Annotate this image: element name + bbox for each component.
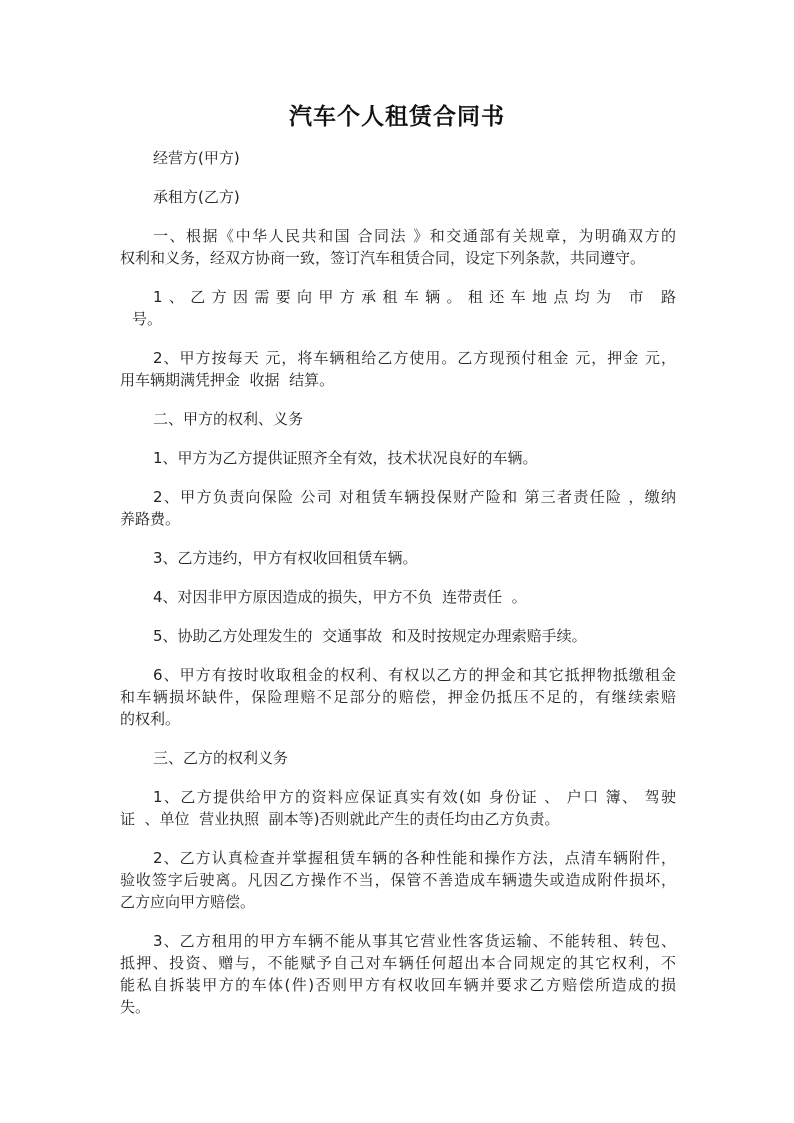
- paragraph-line: 2、甲方负责向保险 公司 对租赁车辆投保财产险和 第三者责任险 ，缴纳: [153, 488, 676, 506]
- paragraph-line: 3、乙方违约，甲方有权收回租赁车辆。: [153, 549, 418, 567]
- paragraph-line: 权利和义务，经双方协商一致，签订汽车租赁合同，设定下列条款，共同遵守。: [120, 249, 646, 267]
- paragraph-line: 抵押、投资、赠与，不能赋予自己对车辆任何超出本合同规定的其它权利，不: [120, 954, 676, 972]
- paragraph: [120, 186, 676, 208]
- paragraph-line: 能私自拆装甲方的车体(件)否则甲方有权收回车辆并要求乙方赔偿所造成的损: [120, 976, 676, 994]
- paragraph-line: 验收签字后驶离。凡因乙方操作不当，保管不善造成车辆遗失或造成附件损坏，: [120, 871, 676, 889]
- paragraph-line: 养路费。: [120, 510, 181, 528]
- paragraph-line: 3、乙方租用的甲方车辆不能从事其它营业性客货运输、不能转租、转包、: [153, 932, 676, 950]
- paragraph-line: 号。: [132, 310, 163, 328]
- paragraph-line: 和车辆损坏缺件，保险理赔不足部分的赔偿，押金仍抵压不足的，有继续索赔: [120, 688, 676, 706]
- paragraph: [120, 786, 676, 830]
- paragraph-line: 失。: [120, 998, 151, 1016]
- paragraph-line: 1、乙方因需要向甲方承租车辆。租还车地点均为 市 路: [153, 288, 676, 306]
- paragraph-line: 证 、单位 营业执照 副本等)否则就此产生的责任均由乙方负责。: [120, 810, 560, 828]
- paragraph-line: 三、乙方的权利义务: [153, 749, 289, 767]
- paragraph: [120, 625, 676, 647]
- paragraph: [120, 847, 676, 913]
- paragraph-line: 1、乙方提供给甲方的资料应保证真实有效(如 身份证 、 户口 簿、 驾驶: [153, 788, 676, 806]
- paragraph-line: 一、根据《中华人民共和国 合同法 》和交通部有关规章，为明确双方的: [153, 227, 676, 245]
- document-title: 汽车个人租赁合同书: [289, 103, 505, 130]
- paragraph: [120, 486, 676, 530]
- paragraph-line: 用车辆期满凭押金 收据 结算。: [120, 371, 335, 389]
- paragraph: [120, 664, 676, 730]
- paragraph-line: 5、协助乙方处理发生的 交通事故 和及时按规定办理索赔手续。: [153, 627, 587, 645]
- paragraph-line: 经营方(甲方): [153, 149, 240, 167]
- paragraph-line: 2、甲方按每天 元，将车辆租给乙方使用。乙方现预付租金 元，押金 元，: [153, 349, 676, 367]
- paragraph-line: 6、甲方有按时收取租金的权利、有权以乙方的押金和其它抵押物抵缴租金: [153, 666, 676, 684]
- document-body: [120, 147, 676, 1035]
- paragraph: [120, 547, 676, 569]
- paragraph-line: 乙方应向甲方赔偿。: [120, 893, 256, 911]
- paragraph: [120, 147, 676, 169]
- paragraph: [120, 930, 676, 1018]
- paragraph: [120, 225, 676, 269]
- paragraph-line: 4、对因非甲方原因造成的损失，甲方不负 连带责任 。: [153, 588, 527, 606]
- paragraph: [120, 586, 676, 608]
- paragraph-line: 二、甲方的权利、义务: [153, 410, 304, 428]
- paragraph: [120, 347, 676, 391]
- paragraph-line: 1、甲方为乙方提供证照齐全有效，技术状况良好的车辆。: [153, 449, 538, 467]
- paragraph: [120, 447, 676, 469]
- paragraph-line: 承租方(乙方): [153, 188, 240, 206]
- paragraph: [120, 747, 676, 769]
- paragraph: [120, 408, 676, 430]
- paragraph-line: 的权利。: [120, 710, 181, 728]
- paragraph: [120, 286, 676, 330]
- paragraph-line: 2、乙方认真检查并掌握租赁车辆的各种性能和操作方法，点清车辆附件，: [153, 849, 676, 867]
